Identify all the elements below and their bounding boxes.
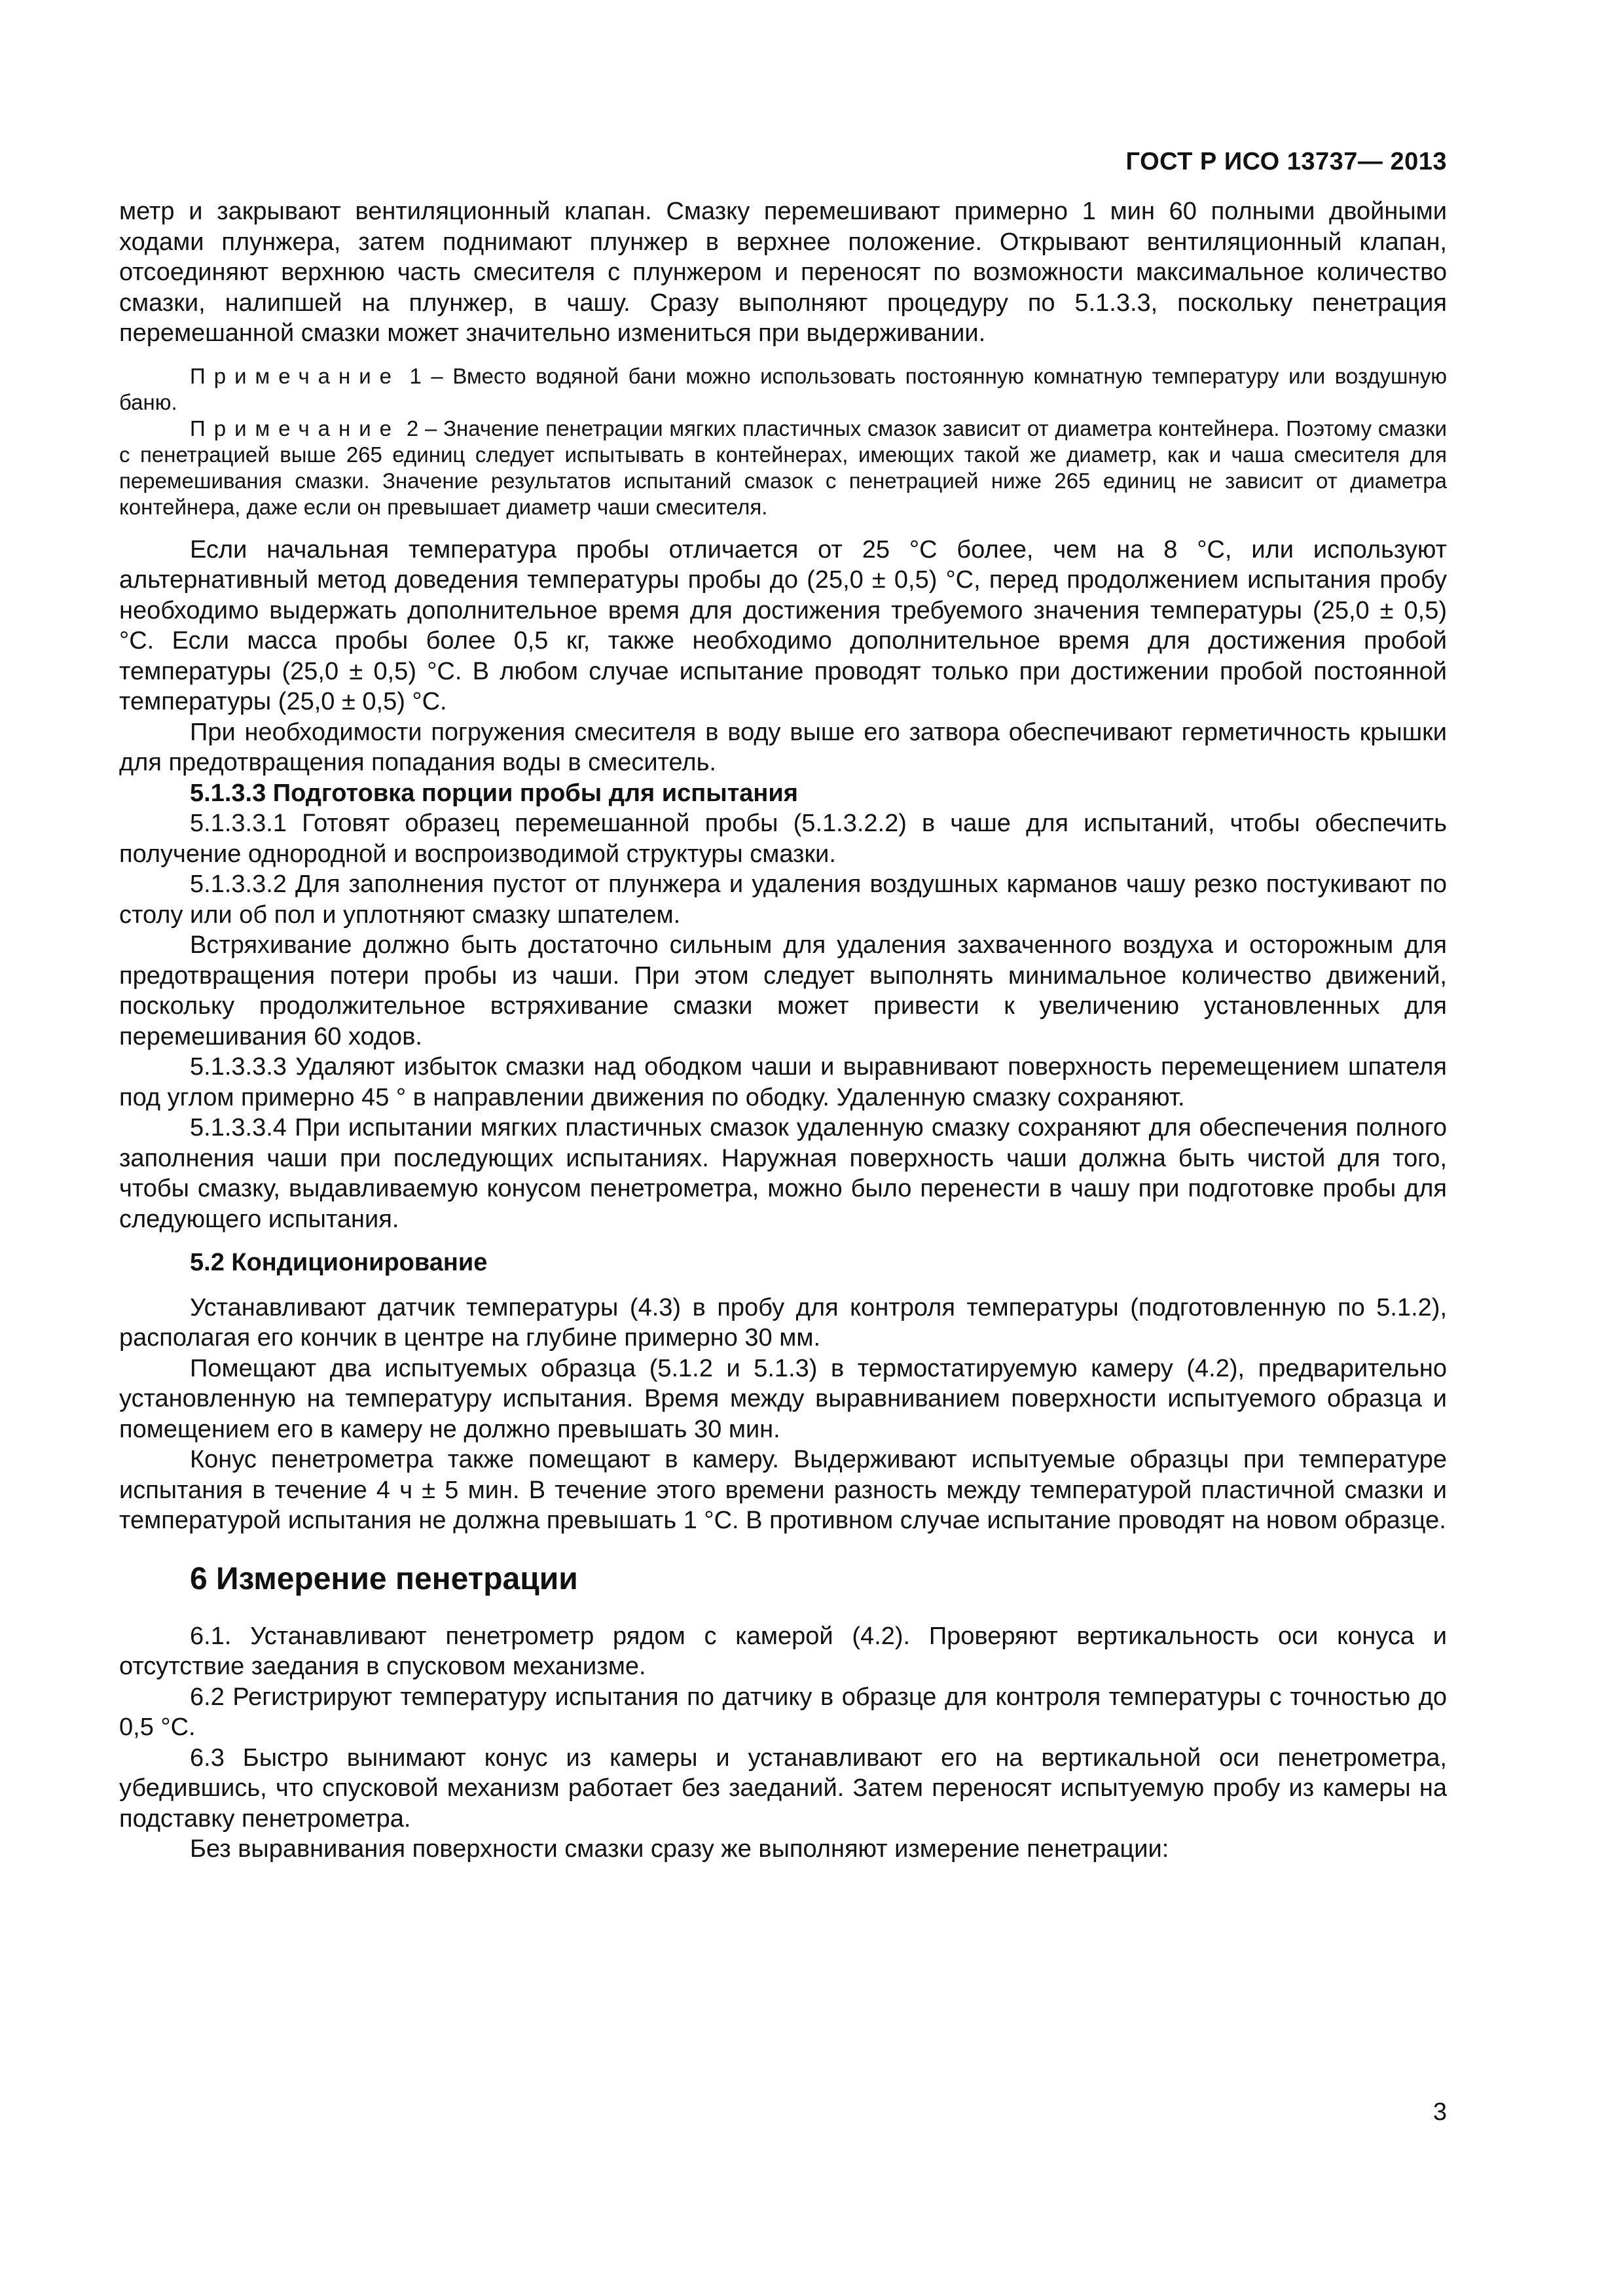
paragraph: Устанавливают датчик температуры (4.3) в пробу для контроля температуры (подготовленную по 5.1.2), располагая его кончик в центре на глубине примерно 30 мм. bbox=[119, 1293, 1447, 1352]
paragraph: Если начальная температура пробы отличается от 25 °С более, чем на 8 °С, или используют альтернативный метод доведения температуры пробы до (25,0 ± 0,5) °С, перед продолжением испытания пробу необходимо выдержать дополнительное время для достижения требуемого значения температуры (25,0 ± 0,5) °С. Если масса пробы более 0,5 кг, также необходимо дополнительное время для достижения пробой температуры (25,0 ± 0,5) °С. В любом случае испытание проводят только при достижении пробой постоянной температуры (25,0 ± 0,5) °С. bbox=[119, 535, 1447, 715]
page-number: 3 bbox=[1432, 2098, 1447, 2126]
note-label: Примечание bbox=[190, 416, 401, 440]
paragraph: 5.1.3.3.1 Готовят образец перемешанной пробы (5.1.3.2.2) в чаше для испытаний, чтобы обеспечить получение однородной и воспроизводимой структуры смазки. bbox=[119, 810, 1447, 868]
notes-block bbox=[119, 363, 1447, 520]
document-page bbox=[119, 0, 1447, 2296]
paragraph: При необходимости погружения смесителя в воду выше его затвора обеспечивают герметичность крышки для предотвращения попадания воды в смеситель. bbox=[119, 718, 1447, 776]
paragraph: 6.2 Регистрируют температуру испытания по датчику в образце для контроля температуры с точностью до 0,5 °С. bbox=[119, 1683, 1447, 1741]
paragraph: Встряхивание должно быть достаточно сильным для удаления захваченного воздуха и осторожным для предотвращения потери пробы из чаши. При этом следует выполнять минимальное количество движений, поскольку продолжительное встряхивание смазки может привести к увеличению установленных для перемешивания 60 ходов. bbox=[119, 931, 1447, 1050]
paragraph: Помещают два испытуемых образца (5.1.2 и 5.1.3) в термостатируемую камеру (4.2), предварительно установленную на температуру испытания. Время между выравниванием поверхности испытуемого образца и помещением его в камеру не должно превышать 30 мин. bbox=[119, 1354, 1447, 1443]
paragraph: 6.3 Быстро вынимают конус из камеры и устанавливают его на вертикальной оси пенетрометра, убедившись, что спусковой механизм работает без заеданий. Затем переносят испытуемую пробу из камеры на подставку пенетрометра. bbox=[119, 1744, 1447, 1833]
document-header: ГОСТ Р ИСО 13737— 2013 bbox=[1125, 148, 1447, 175]
subsection-heading-5-2: 5.2 Кондиционирование bbox=[190, 1249, 488, 1276]
note-text: 2 – Значение пенетрации мягких пластичных смазок зависит от диаметра контейнера. Поэтому смазки с пенетрацией выше 265 единиц следует испытывать в контейнерах, имеющих такой же диаметр, как и чаша смесителя для перемешивания смазки. Значение результатов испытаний смазок с пенетрацией ниже 265 единиц не зависит от диаметра контейнера, даже если он превышает диаметр чаши смесителя. bbox=[119, 416, 1447, 519]
paragraph: метр и закрывают вентиляционный клапан. Смазку перемешивают примерно 1 мин 60 полными двойными ходами плунжера, затем поднимают плунжер в верхнее положение. Открывают вентиляционный клапан, отсоединяют верхнюю часть смесителя с плунжером и переносят по возможности максимальное количество смазки, налипшей на плунжер, в чашу. Сразу выполняют процедуру по 5.1.3.3, поскольку пенетрация перемешанной смазки может значительно измениться при выдерживании. bbox=[119, 198, 1447, 347]
paragraph: Конус пенетрометра также помещают в камеру. Выдерживают испытуемые образцы при температуре испытания в течение 4 ч ± 5 мин. В течение этого времени разность между температурой пластичной смазки и температурой испытания не должна превышать 1 °С. В противном случае испытание проводят на новом образце. bbox=[119, 1446, 1447, 1534]
paragraph: Без выравнивания поверхности смазки сразу же выполняют измерение пенетрации: bbox=[190, 1835, 1169, 1863]
paragraph: 5.1.3.3.2 Для заполнения пустот от плунжера и удаления воздушных карманов чашу резко постукивают по столу или об пол и уплотняют смазку шпателем. bbox=[119, 870, 1447, 929]
paragraph: 5.1.3.3.4 При испытании мягких пластичных смазок удаленную смазку сохраняют для обеспечения полного заполнения чаши при последующих испытаниях. Наружная поверхность чаши должна быть чистой для того, чтобы смазку, выдавливаемую конусом пенетрометра, можно было перенести в чашу при подготовке пробы для следующего испытания. bbox=[119, 1114, 1447, 1233]
paragraph: 5.1.3.3.3 Удаляют избыток смазки над ободком чаши и выравнивают поверхность перемещением шпателя под углом примерно 45 ° в направлении движения по ободку. Удаленную смазку сохраняют. bbox=[119, 1053, 1447, 1111]
subsection-heading-5-1-3-3: 5.1.3.3 Подготовка порции пробы для испытания bbox=[190, 779, 798, 807]
paragraph: 6.1. Устанавливают пенетрометр рядом с камерой (4.2). Проверяют вертикальность оси конуса и отсутствие заедания в спусковом механизме. bbox=[119, 1622, 1447, 1680]
note-text: 1 – Вместо водяной бани можно использовать постоянную комнатную температуру или воздушную баню. bbox=[119, 363, 1447, 414]
section-heading-6: 6 Измерение пенетрации bbox=[190, 1561, 578, 1596]
note-label: Примечание bbox=[190, 363, 401, 388]
note-2 bbox=[119, 416, 1447, 520]
note-1 bbox=[119, 363, 1447, 416]
document-body bbox=[119, 196, 1447, 1865]
